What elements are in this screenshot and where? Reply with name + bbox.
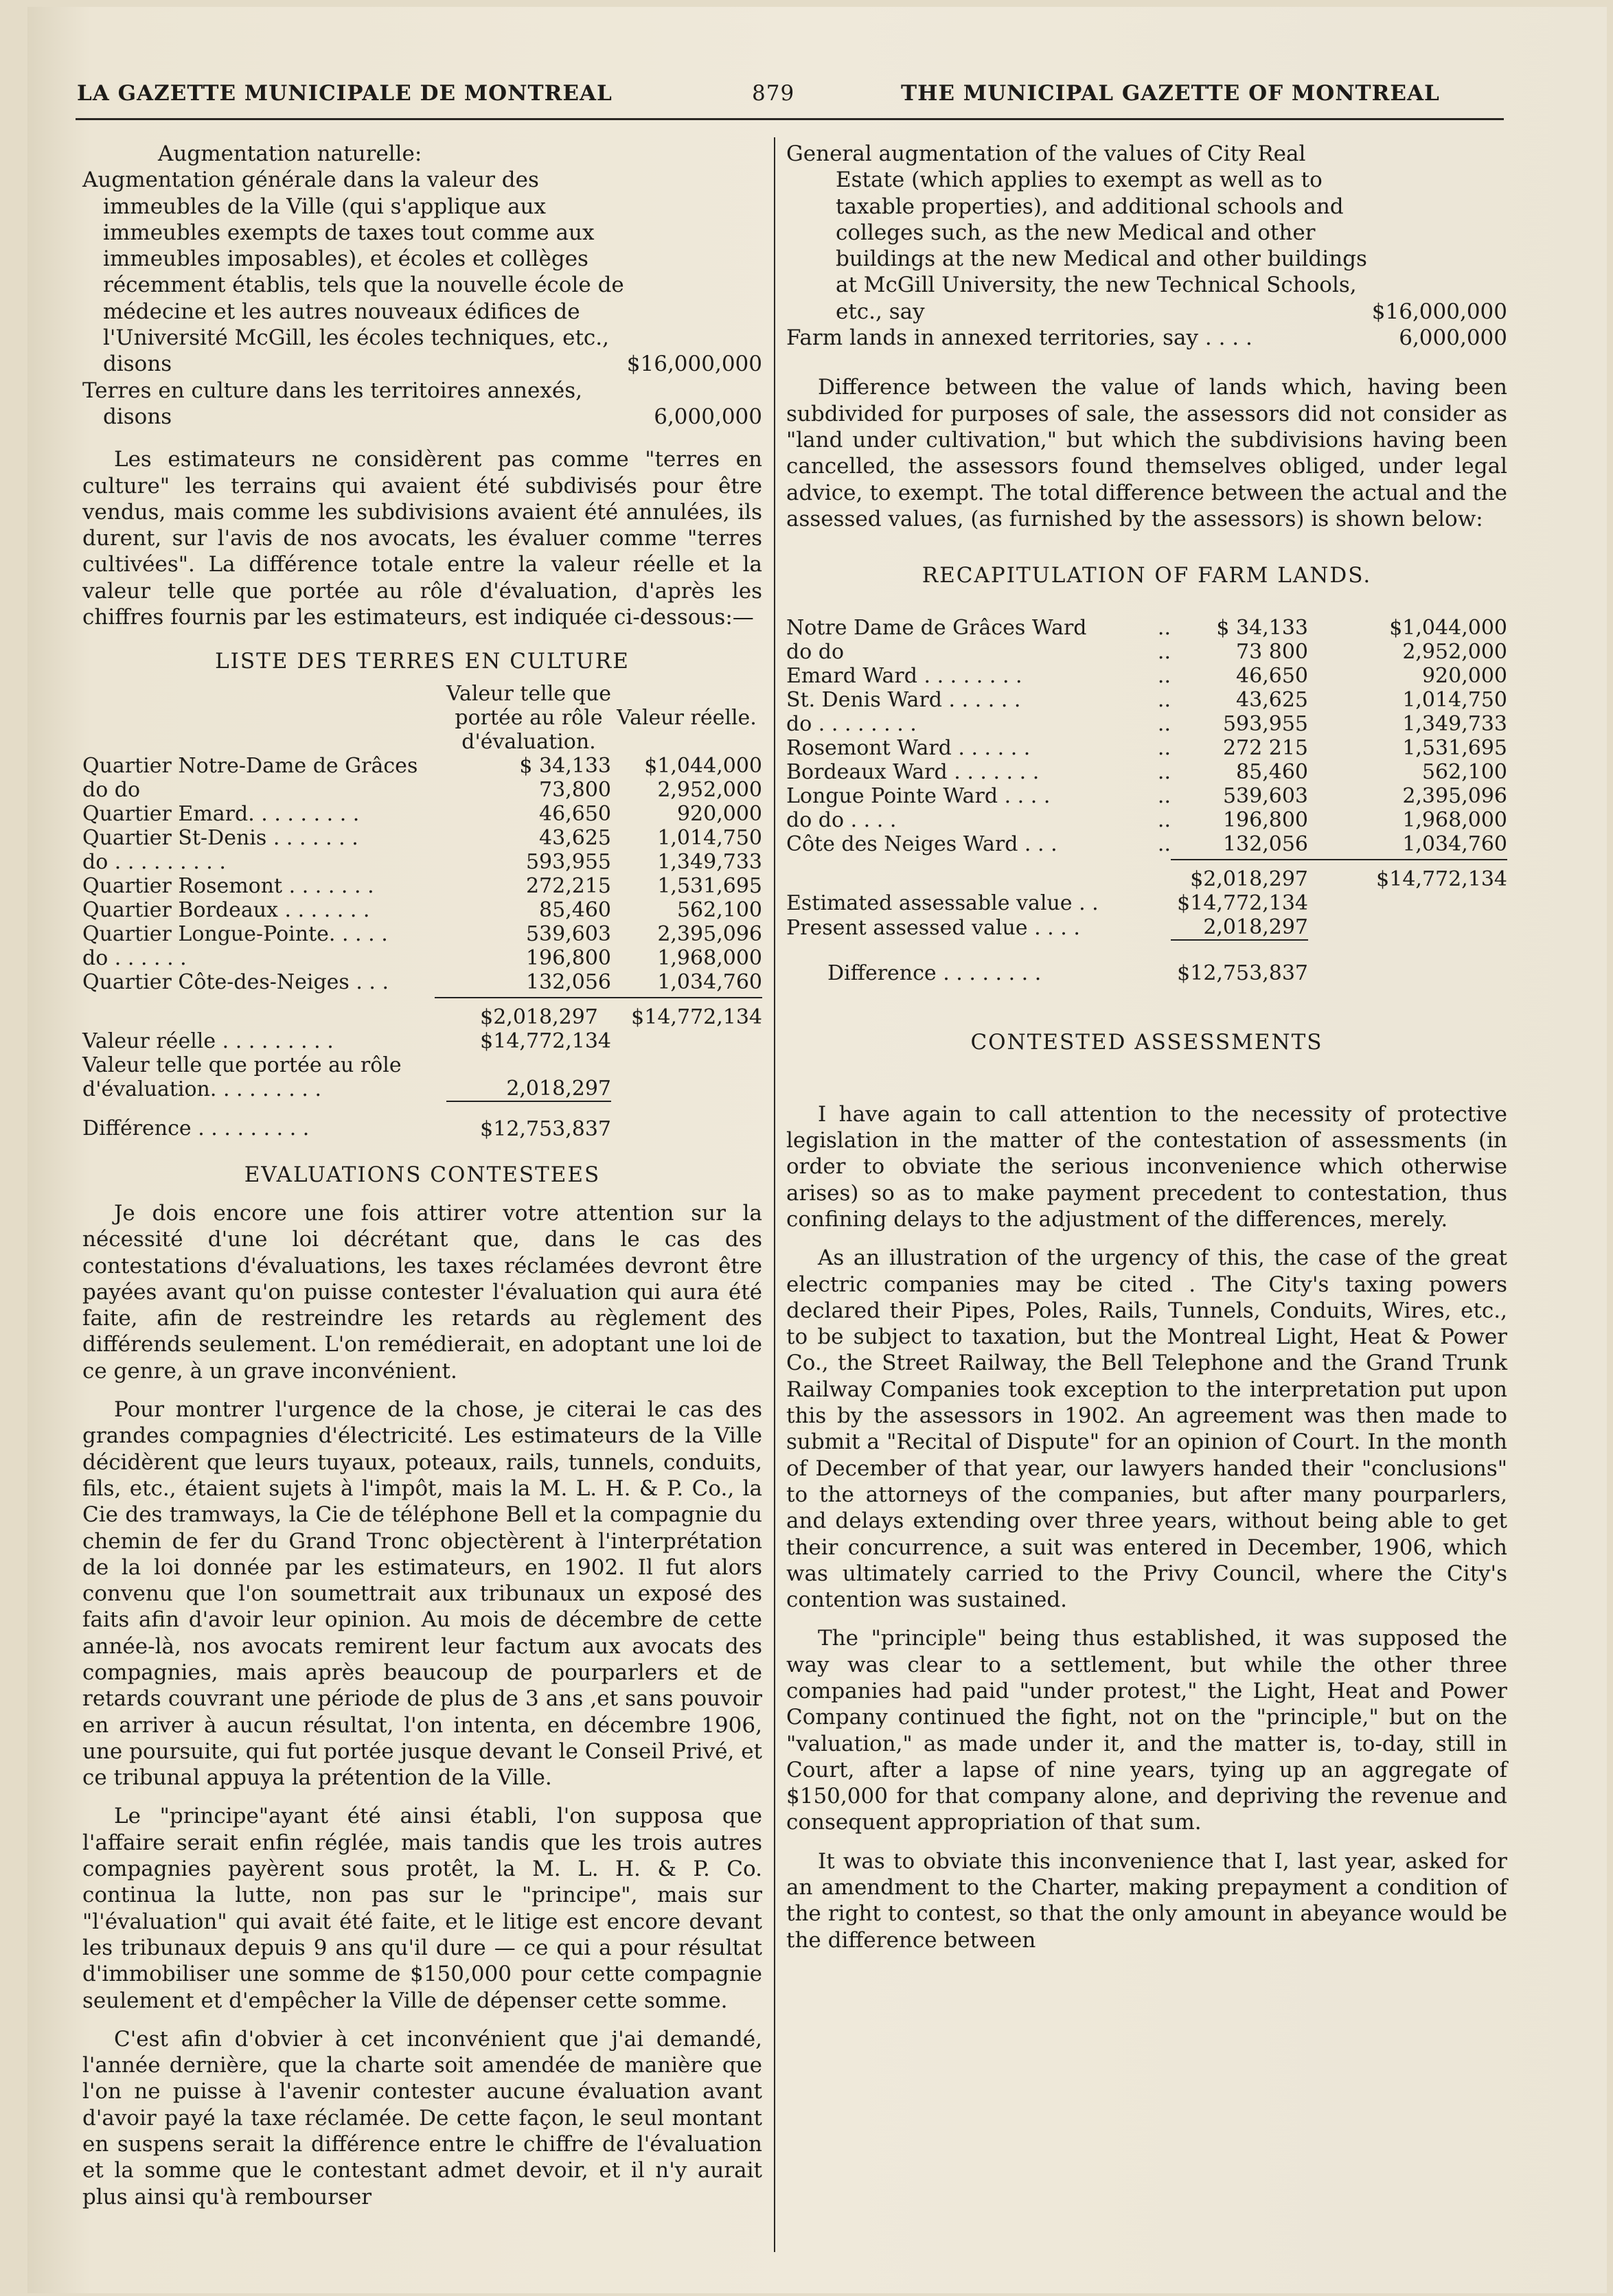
row-dots: .. [1157, 640, 1171, 665]
fr-augmentation-amount: $16,000,000 [626, 352, 762, 377]
row-real: $1,044,000 [1389, 616, 1507, 641]
en-contested-paragraph-2: As an illustration of the urgency of this, the case of the great electric companies may be cited . The City's taxing powers declared their Pipes, Poles, Rails, Tunnels, Conduits, Wires, etc., to be subject to taxation, but the Montreal Light, Heat & Power Co., the Street Railway, the Bell Telephone and the Grand Trunk Railway Companies took exception to the interpretation put upon this by the assessors in 1902. An agreement was then made to submit a "Recital of Dispute" for an opinion of Court. In the month of December of that year, our lawyers handed their "conclusions" to the attorneys of the companies, but after many pourparlers, and delays extending over three years, without being able to get their concurrence, a suit was entered in December, 1906, which was ultimately carried to the Privy Council, where the City's contention was sustained. [786, 1245, 1507, 1613]
row-label: do do [786, 640, 845, 665]
row-label: Bordeaux Ward . . . . . . . [786, 760, 1040, 785]
en-rows-table [786, 616, 1507, 856]
fr-difference-amount: $12,753,837 [446, 1101, 611, 1141]
row-label: Quartier St-Denis . . . . . . . [82, 825, 358, 850]
fr-contested-paragraph-1: Je dois encore une fois attirer votre attention sur la nécessité d'une loi décrétant que, dans le cas des contestations d'évaluations, les taxes réclamées devront être payées avant qu'on puisse contester l'évaluation qui aura été faite, afin de restreindre les retards au règlement des différends seulement. L'on remédierait, en adoptant une loi de ce genre, à un grave inconvénient. [82, 1200, 762, 1384]
table-row [786, 616, 1507, 640]
row-real: 1,034,760 [1402, 832, 1507, 857]
row-assessed: 73,800 [539, 777, 611, 802]
en-contested-title: CONTESTED ASSESSMENTS [970, 1030, 1323, 1055]
row-real: 1,034,760 [657, 969, 762, 994]
row-real: 562,100 [676, 897, 762, 922]
fr-totals-table [82, 997, 762, 1029]
en-estimated-amount: $14,772,134 [1177, 891, 1308, 916]
row-real: 920,000 [1421, 664, 1507, 689]
header-right-title: THE MUNICIPAL GAZETTE OF MONTREAL [901, 81, 1440, 106]
row-real: 1,968,000 [657, 945, 762, 970]
fr-estimateurs-paragraph: Les estimateurs ne considèrent pas comme "terres en culture" les terrains qui avaient été subdivisés pour être vendus, mais comme les subdivisions avaient été annulées, ils durent, sur l'avis de nos avocats, les évaluer comme "terres cultivées". La différence totale entre la valeur réelle et la valeur telle que portée au rôle d'évaluation, d'après les chiffres fournis par les estimateurs, est indiquée ci-dessous:— [82, 447, 762, 630]
gazette-page [27, 7, 1607, 2293]
row-assessed: 272 215 [1222, 736, 1308, 761]
header-rule [76, 118, 1504, 120]
en-general-text: General augmentation of the values of City Real Estate (which applies to exempt as well as to taxable properties), and additional schools and colleges such, as the new Medical and other buildings at the new Medical and other buildings at McGill University, the new Technical Schools, etc., say [786, 141, 1367, 324]
row-assessed: 539,603 [525, 921, 611, 946]
en-present-label: Present assessed value . . . . [786, 915, 1080, 940]
table-row [786, 640, 1507, 664]
fr-valeur-telle-label: Valeur telle que portée au rôle d'évaluation. . . . . . . . . [82, 1053, 402, 1101]
fr-col-real-header: Valeur réelle. [617, 705, 757, 730]
row-real: 2,952,000 [657, 777, 762, 802]
fr-contested-title: EVALUATIONS CONTESTEES [244, 1162, 601, 1187]
en-total-real: $14,772,134 [1308, 860, 1507, 891]
row-assessed: 593,955 [525, 849, 611, 874]
en-general-amount: $16,000,000 [1371, 299, 1507, 324]
fr-augmentation-heading: Augmentation naturelle: [158, 141, 422, 166]
row-assessed: $ 34,133 [1216, 616, 1308, 641]
en-total-assessed: $2,018,297 [1171, 860, 1308, 891]
en-farm-row [786, 325, 1507, 351]
row-assessed: 132,056 [1222, 832, 1308, 857]
table-row [82, 850, 762, 874]
row-label: Quartier Notre-Dame de Grâces [82, 753, 418, 778]
table-row [786, 760, 1507, 784]
en-totals-table [786, 859, 1507, 985]
table-row [82, 826, 762, 850]
column-divider [774, 137, 775, 2252]
row-real: 2,952,000 [1402, 640, 1507, 665]
table-row [786, 688, 1507, 712]
row-label: Quartier Longue-Pointe. . . . . [82, 921, 388, 946]
row-label: Quartier Emard. . . . . . . . . [82, 801, 360, 826]
fr-terres-text: Terres en culture dans les territoires annexés, disons [82, 378, 582, 429]
table-row [82, 778, 762, 802]
row-dots: .. [1157, 784, 1171, 809]
fr-contested-paragraph-3: Le "principe"ayant été ainsi établi, l'on supposa que l'affaire serait enfin réglée, mais tandis que les trois autres compagnies payèrent sous protêt, la M. L. H. & P. Co. continua la lutte, non pas sur le "principe", mais sur "l'évaluation" qui avait été faite, et le litige est encore devant les tribunaux depuis 9 ans qu'il dure — ce qui a pour résultat d'immobiliser une somme de $150,000 pour cette compagnie seulement et d'empêcher la Ville de dépenser cette somme. [82, 1804, 762, 2013]
fr-summary-table [82, 1029, 762, 1141]
page-number: 879 [752, 81, 795, 106]
row-label: Emard Ward . . . . . . . . [786, 664, 1022, 689]
table-row [82, 874, 762, 898]
header-left-title: LA GAZETTE MUNICIPALE DE MONTREAL [77, 81, 613, 106]
fr-table-title: LISTE DES TERRES EN CULTURE [215, 649, 630, 674]
en-contested-paragraph-3: The "principle" being thus established, it was supposed the way was clear to a settlement, but while the other three companies had paid "under protest," the Light, Heat and Power Company continued the fight, not on the "principle," but on the "valuation," as made under it, and the matter is, to-day, still in Court, after a lapse of nine years, tying up an aggregate of $150,000 for that company alone, and depriving the revenue and consequent appropriation of that sum. [786, 1626, 1507, 1835]
table-row [786, 664, 1507, 688]
row-assessed: 46,650 [1236, 664, 1308, 689]
row-assessed: 196,800 [525, 945, 611, 970]
row-label: Notre Dame de Grâces Ward [786, 616, 1087, 641]
row-assessed: 46,650 [539, 801, 611, 826]
row-assessed: 593,955 [1222, 712, 1308, 737]
fr-terres-table [82, 682, 762, 754]
row-real: 2,395,096 [657, 921, 762, 946]
row-label: St. Denis Ward . . . . . . [786, 688, 1021, 713]
table-row [82, 898, 762, 922]
en-farm-amount: 6,000,000 [1399, 325, 1507, 351]
row-assessed: 272,215 [525, 873, 611, 898]
table-row [82, 922, 762, 946]
en-recap-rows [786, 616, 1507, 856]
row-real: 562,100 [1421, 760, 1507, 785]
fr-difference-label: Différence . . . . . . . . . [82, 1116, 310, 1141]
en-recap-title: RECAPITULATION OF FARM LANDS. [922, 563, 1372, 588]
fr-contested-paragraph-2: Pour montrer l'urgence de la chose, je citerai le cas des grandes compagnies d'électricité. Les estimateurs de la Ville décidèrent que leurs tuyaux, poteaux, rails, tunnels, conduits, fils, etc., étaient sujets à l'impôt, mais la M. L. H. & P. Co., la Cie des tramways, la Cie de téléphone Bell et la compagnie du chemin de fer du Grand Tronc objectèrent à l'interprétation de la loi donnée par les estimateurs, en 1902. Il fut alors convenu que l'on soumettrait aux tribunaux un exposé des faits afin d'avoir leur opinion. Au mois de décembre de cette année-là, nos avocats remirent leur factum aux avocats des compagnies, mais après beaucoup de pourparlers et de retards couvrant une période de plus de 3 ans ,et sans pouvoir en arriver à aucun résultat, l'on intenta, en décembre 1906, une poursuite, qui fut portée jusque devant le Conseil Privé, et ce tribunal appuya la prétention de la Ville. [82, 1397, 762, 1791]
row-real: 1,014,750 [1402, 688, 1507, 713]
en-contested-paragraph-1: I have again to call attention to the necessity of protective legislation in the matter of the contestation of assessments (in order to obviate the serious inconvenience which otherwise arises) so as to make payment precedent to contestation, thus confining delays to the adjustment of the differences, merely. [786, 1101, 1507, 1232]
row-dots: .. [1157, 616, 1171, 641]
en-farm-text: Farm lands in annexed territories, say . . . . [786, 325, 1252, 351]
table-row [786, 736, 1507, 760]
row-real: 1,531,695 [1402, 736, 1507, 761]
row-real: $1,044,000 [644, 753, 762, 778]
row-label: Quartier Côte-des-Neiges . . . [82, 969, 389, 994]
en-difference-amount: $12,753,837 [1171, 940, 1308, 985]
row-dots: .. [1157, 808, 1171, 833]
row-dots: .. [1157, 664, 1171, 689]
fr-augmentation-row [82, 167, 762, 377]
row-label: Côte des Neiges Ward . . . [786, 832, 1057, 857]
row-real: 1,531,695 [657, 873, 762, 898]
row-assessed: 196,800 [1222, 808, 1308, 833]
row-label: do . . . . . . . . [786, 712, 917, 737]
row-label: Quartier Bordeaux . . . . . . . [82, 897, 370, 922]
en-estimated-label: Estimated assessable value . . [786, 891, 1099, 916]
table-row [82, 802, 762, 826]
row-label: do do [82, 777, 141, 802]
row-real: 1,349,733 [1402, 712, 1507, 737]
fr-col-assessed-header: Valeur telle que portée au rôle d'évaluation. [446, 681, 611, 754]
row-assessed: $ 34,133 [519, 753, 611, 778]
fr-valeur-reelle-amount: $14,772,134 [480, 1029, 611, 1053]
fr-table-header [82, 682, 762, 754]
table-row [82, 754, 762, 778]
fr-terres-amount: 6,000,000 [654, 404, 762, 429]
table-row [786, 832, 1507, 856]
en-difference-label: Difference . . . . . . . . [827, 961, 1042, 985]
english-column [786, 141, 1507, 1966]
table-row [786, 784, 1507, 808]
en-present-amount: 2,018,297 [1203, 915, 1308, 940]
row-dots: .. [1157, 688, 1171, 713]
table-row [786, 712, 1507, 736]
row-dots: .. [1157, 832, 1171, 857]
row-assessed: 132,056 [525, 969, 611, 994]
row-assessed: 539,603 [1222, 784, 1308, 809]
row-real: 1,014,750 [657, 825, 762, 850]
fr-valeur-telle-amount: 2,018,297 [506, 1076, 611, 1101]
row-label: Quartier Rosemont . . . . . . . [82, 873, 374, 898]
row-real: 2,395,096 [1402, 784, 1507, 809]
row-assessed: 85,460 [1236, 760, 1308, 785]
row-real: 1,968,000 [1402, 808, 1507, 833]
row-label: Longue Pointe Ward . . . . [786, 784, 1051, 809]
fr-rows-table [82, 754, 762, 994]
row-real: 920,000 [676, 801, 762, 826]
row-label: do do . . . . [786, 808, 897, 833]
table-row [786, 808, 1507, 832]
row-dots: .. [1157, 760, 1171, 785]
row-label: Rosemont Ward . . . . . . [786, 736, 1031, 761]
row-assessed: 73 800 [1236, 640, 1308, 665]
en-general-row [786, 141, 1507, 325]
table-row [82, 970, 762, 994]
fr-total-assessed: $2,018,297 [435, 998, 598, 1029]
row-dots: .. [1157, 736, 1171, 761]
row-assessed: 85,460 [539, 897, 611, 922]
fr-table-rows [82, 754, 762, 994]
fr-contested-paragraph-4: C'est afin d'obvier à cet inconvénient que j'ai demandé, l'année dernière, que la charte soit amendée de manière que l'on ne puisse à l'avenir contester aucune évaluation avant d'avoir payé la taxe réclamée. De cette façon, le seul montant en suspens serait la différence entre le chiffre de l'évaluation et la somme que le contestant admet devoir, et il n'y aurait plus ainsi qu'à rembourser [82, 2026, 762, 2209]
fr-terres-row [82, 378, 762, 430]
row-real: 1,349,733 [657, 849, 762, 874]
row-label: do . . . . . . [82, 945, 187, 970]
french-column [82, 141, 762, 2223]
row-assessed: 43,625 [1236, 688, 1308, 713]
row-assessed: 43,625 [539, 825, 611, 850]
en-difference-paragraph: Difference between the value of lands which, having been subdivided for purposes of sale, the assessors did not consider as "land under cultivation," but which the subdivisions having been cancelled, the assessors found themselves obliged, under legal advice, to exempt. The total difference between the actual and the assessed values, (as furnished by the assessors) is shown below: [786, 375, 1507, 531]
fr-augmentation-text: Augmentation générale dans la valeur des immeubles de la Ville (qui s'applique aux immeubles exempts de taxes tout comme aux immeubles imposables), et écoles et collèges récemment établis, tels que la nouvelle école de médecine et les autres nouveaux édifices de l'Université McGill, les écoles techniques, etc., disons [82, 168, 624, 377]
row-dots: .. [1157, 712, 1171, 737]
fr-total-real: $14,772,134 [598, 998, 762, 1029]
en-contested-paragraph-4: It was to obviate this inconvenience that I, last year, asked for an amendment to the Charter, making prepayment a condition of the right to contest, so that the only amount in abeyance would be the difference between [786, 1848, 1507, 1953]
fr-valeur-reelle-label: Valeur réelle . . . . . . . . . [82, 1029, 334, 1053]
row-label: do . . . . . . . . . [82, 849, 226, 874]
table-row [82, 946, 762, 970]
